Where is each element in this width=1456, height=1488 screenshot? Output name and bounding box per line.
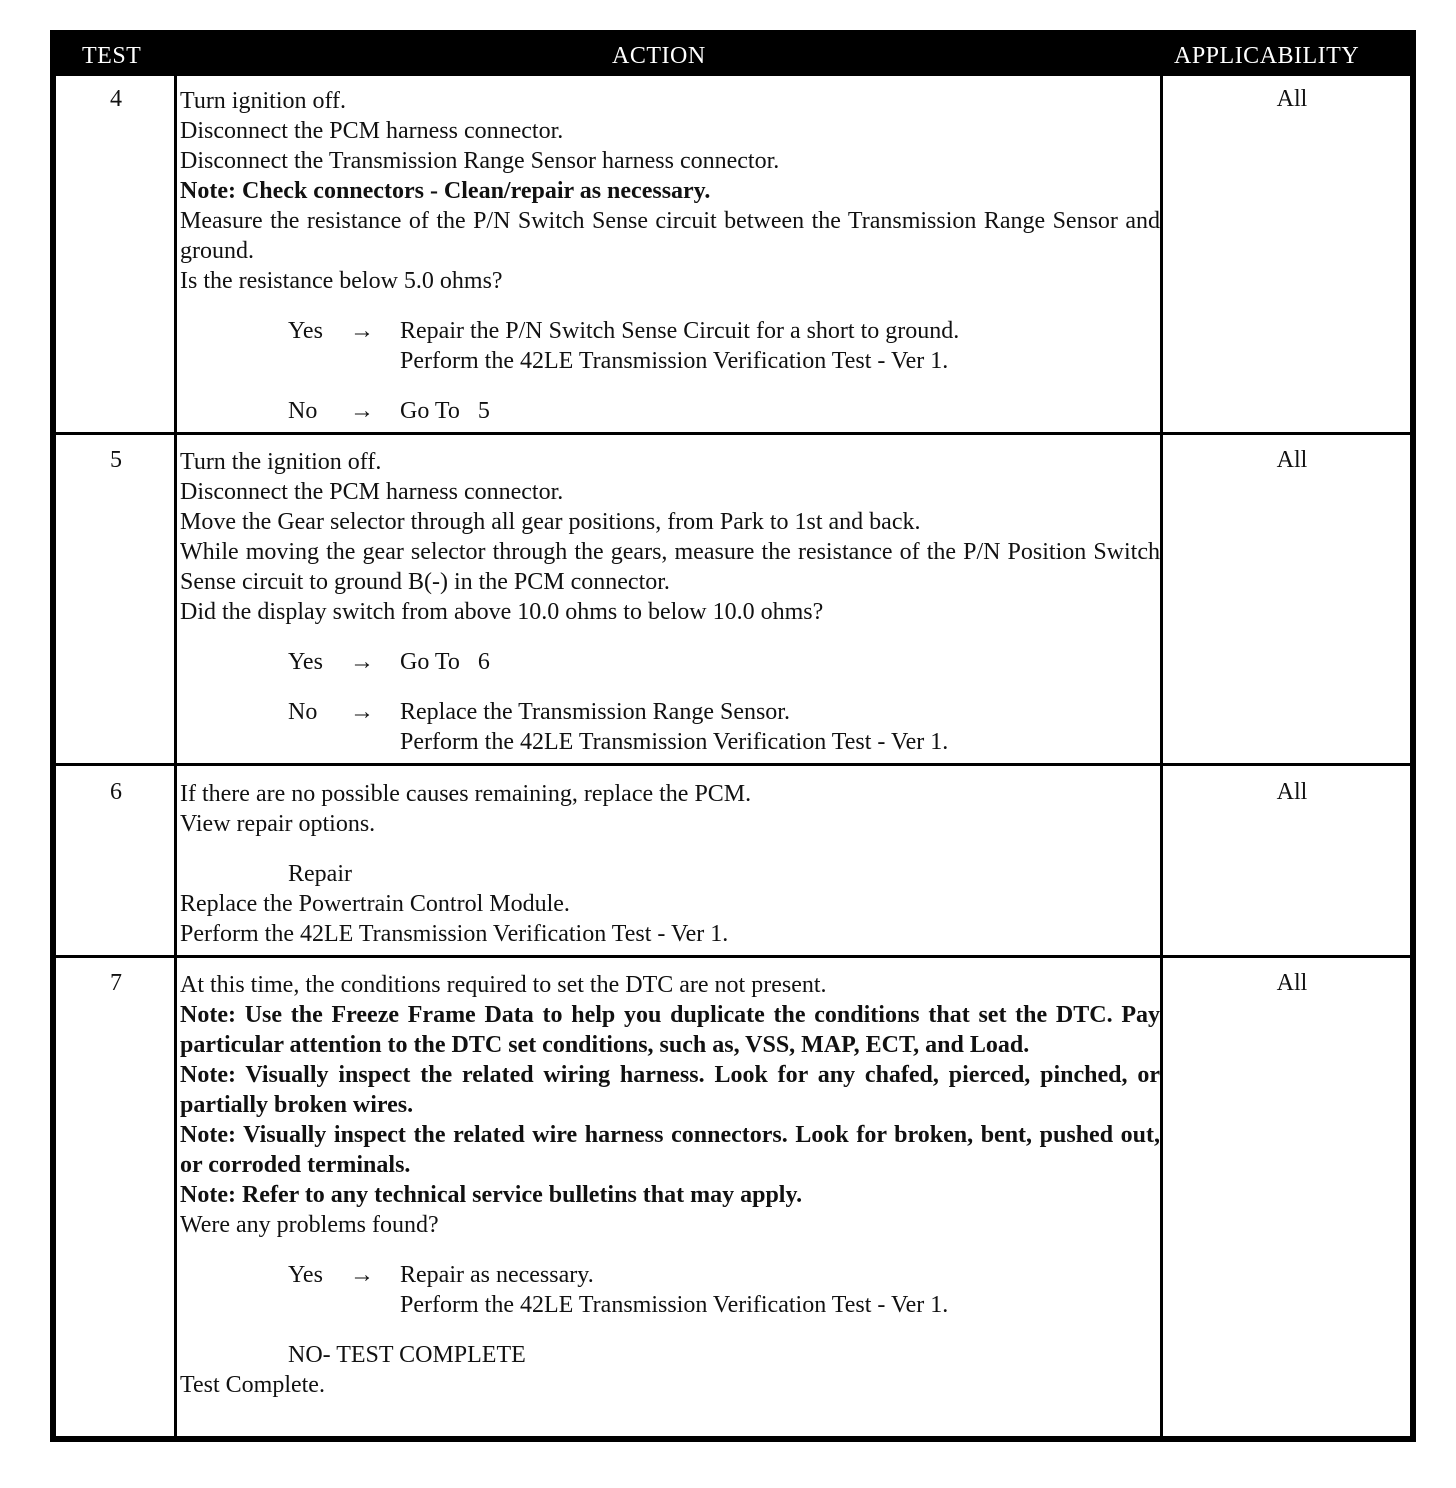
- test-number: 7: [110, 970, 122, 996]
- column-divider-applicability: [1160, 76, 1163, 1436]
- action-line: Measure the resistance of the P/N Switch Sense circuit between the Transmission Range Sensor and ground.: [180, 208, 1160, 264]
- arrow-right-icon: →: [350, 649, 374, 675]
- header-applicability: APPLICABILITY: [1174, 43, 1360, 69]
- action-note: Note: Visually inspect the related wiring harness. Look for any chafed, pierced, pinched, or partially broken wires.: [180, 1062, 1160, 1118]
- action-line: Move the Gear selector through all gear positions, from Park to 1st and back.: [180, 509, 921, 535]
- no-label: No: [288, 699, 318, 725]
- yes-label: Yes: [288, 649, 323, 675]
- action-question: Did the display switch from above 10.0 ohms to below 10.0 ohms?: [180, 599, 824, 625]
- yes-label: Yes: [288, 1262, 323, 1288]
- repair-text: Replace the Powertrain Control Module.: [180, 891, 570, 917]
- applicability-value: All: [1276, 447, 1308, 473]
- action-line: Turn the ignition off.: [180, 449, 382, 475]
- header-action: ACTION: [612, 43, 706, 69]
- action-question: Is the resistance below 5.0 ohms?: [180, 268, 503, 294]
- action-note: Note: Check connectors - Clean/repair as necessary.: [180, 178, 711, 204]
- action-cell: [180, 447, 1160, 757]
- yes-label: Yes: [288, 318, 323, 344]
- answer-text: Perform the 42LE Transmission Verification Test - Ver 1.: [400, 348, 949, 374]
- arrow-right-icon: →: [350, 699, 374, 725]
- arrow-right-icon: →: [350, 1262, 374, 1288]
- answer-text: Go To 5: [400, 398, 490, 424]
- action-cell: [180, 86, 1160, 426]
- no-answer: [288, 1340, 1160, 1370]
- yes-answer: [288, 316, 1160, 376]
- row-divider: [56, 763, 1410, 766]
- action-line: Disconnect the PCM harness connector.: [180, 118, 564, 144]
- action-line: View repair options.: [180, 811, 376, 837]
- action-note: Note: Refer to any technical service bulletins that may apply.: [180, 1182, 803, 1208]
- action-line: Disconnect the Transmission Range Sensor harness connector.: [180, 148, 780, 174]
- action-line: While moving the gear selector through the gears, measure the resistance of the P/N Position Switch Sense circuit to ground B(-) in the PCM connector.: [180, 539, 1160, 595]
- action-note: Note: Use the Freeze Frame Data to help you duplicate the conditions that set the DTC. Pay particular attention to the DTC set conditions, such as, VSS, MAP, ECT, and Load.: [180, 1002, 1160, 1058]
- applicability-value: All: [1276, 779, 1308, 805]
- action-line: Turn ignition off.: [180, 88, 347, 114]
- action-note: Note: Visually inspect the related wire harness connectors. Look for broken, bent, pushed out, or corroded terminals.: [180, 1122, 1160, 1178]
- action-line: At this time, the conditions required to set the DTC are not present.: [180, 972, 827, 998]
- applicability-value: All: [1276, 970, 1308, 996]
- arrow-right-icon: →: [350, 398, 374, 424]
- answer-text: Repair the P/N Switch Sense Circuit for a short to ground.: [400, 318, 960, 344]
- answer-text: Repair as necessary.: [400, 1262, 594, 1288]
- answer-text: Go To 6: [400, 649, 490, 675]
- no-label: NO- TEST COMPLETE: [288, 1342, 526, 1368]
- header-test: TEST: [82, 43, 142, 69]
- applicability-value: All: [1276, 86, 1308, 112]
- yes-answer: [288, 1260, 1160, 1320]
- answer-text: Replace the Transmission Range Sensor.: [400, 699, 790, 725]
- action-cell: [180, 779, 1160, 949]
- repair-text: Perform the 42LE Transmission Verification Test - Ver 1.: [180, 921, 729, 947]
- repair-label: Repair: [288, 861, 352, 887]
- no-label: No: [288, 398, 318, 424]
- arrow-right-icon: →: [350, 318, 374, 344]
- test-number: 6: [110, 779, 122, 805]
- action-cell: [180, 970, 1160, 1400]
- answer-text: Test Complete.: [180, 1372, 325, 1398]
- yes-answer: [288, 647, 1160, 677]
- action-line: Disconnect the PCM harness connector.: [180, 479, 564, 505]
- answer-text: Perform the 42LE Transmission Verification Test - Ver 1.: [400, 729, 949, 755]
- action-line: If there are no possible causes remaining, replace the PCM.: [180, 781, 752, 807]
- column-divider-test: [174, 76, 177, 1436]
- row-divider: [56, 955, 1410, 958]
- diagnostic-test-table: [50, 30, 1416, 1442]
- no-answer: [288, 697, 1160, 757]
- answer-text: Perform the 42LE Transmission Verification Test - Ver 1.: [400, 1292, 949, 1318]
- row-divider: [56, 432, 1410, 435]
- table-header: [56, 36, 1410, 76]
- no-answer: [288, 396, 1160, 426]
- repair-block: [288, 859, 1160, 889]
- test-number: 5: [110, 447, 122, 473]
- action-question: Were any problems found?: [180, 1212, 439, 1238]
- test-number: 4: [110, 86, 122, 112]
